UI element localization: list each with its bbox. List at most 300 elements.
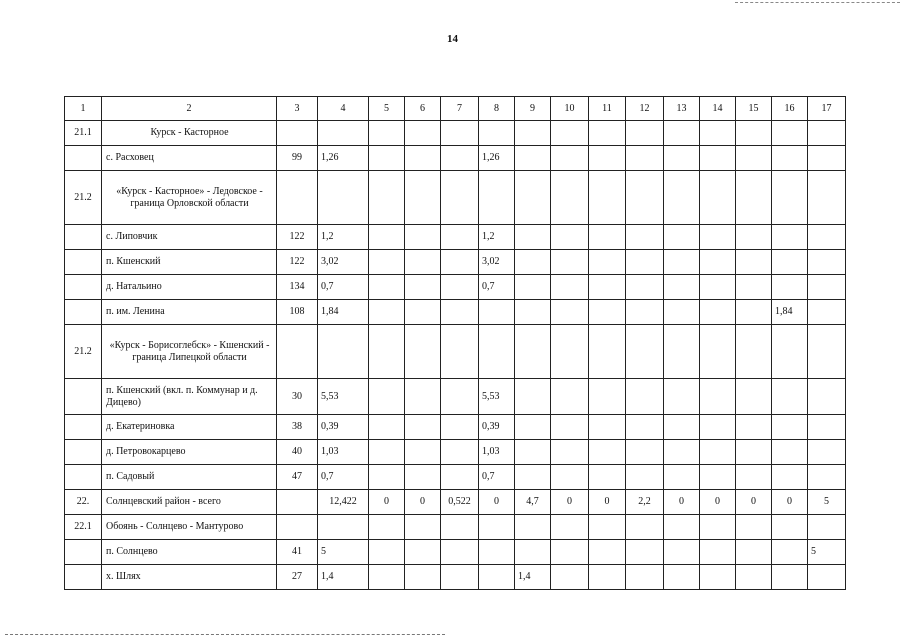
value-cell	[369, 325, 405, 379]
value-cell	[318, 515, 369, 540]
value-cell	[664, 565, 700, 590]
value-cell	[664, 440, 700, 465]
value-cell	[369, 171, 405, 225]
value-cell	[700, 540, 736, 565]
value-cell	[441, 275, 479, 300]
value-cell	[441, 225, 479, 250]
table-row	[65, 415, 846, 440]
value-cell	[441, 171, 479, 225]
value-cell	[405, 325, 441, 379]
value-cell	[772, 565, 808, 590]
row-name-cell: д. Натальино	[102, 275, 277, 300]
value-cell	[664, 540, 700, 565]
value-cell	[700, 465, 736, 490]
value-cell	[589, 275, 626, 300]
value-cell	[589, 379, 626, 415]
value-cell	[664, 300, 700, 325]
column-header-7: 7	[441, 97, 479, 121]
row-index-cell	[65, 379, 102, 415]
value-cell	[772, 275, 808, 300]
value-cell	[479, 325, 515, 379]
value-cell	[700, 415, 736, 440]
value-cell	[369, 540, 405, 565]
value-cell: 1,26	[318, 146, 369, 171]
column-header-11: 11	[589, 97, 626, 121]
value-cell	[277, 171, 318, 225]
value-cell	[405, 540, 441, 565]
table-row	[65, 325, 846, 379]
value-cell	[700, 300, 736, 325]
value-cell: 1,26	[479, 146, 515, 171]
value-cell	[369, 379, 405, 415]
table-row	[65, 515, 846, 540]
value-cell	[736, 146, 772, 171]
row-index-cell: 21.1	[65, 121, 102, 146]
value-cell	[405, 146, 441, 171]
value-cell	[551, 146, 589, 171]
value-cell	[772, 540, 808, 565]
value-cell: 0	[736, 490, 772, 515]
value-cell	[441, 515, 479, 540]
value-cell	[808, 415, 846, 440]
value-cell	[772, 415, 808, 440]
value-cell: 30	[277, 379, 318, 415]
value-cell: 2,2	[626, 490, 664, 515]
value-cell: 40	[277, 440, 318, 465]
value-cell	[808, 250, 846, 275]
row-index-cell	[65, 565, 102, 590]
value-cell	[515, 540, 551, 565]
value-cell	[589, 565, 626, 590]
value-cell	[277, 490, 318, 515]
value-cell	[515, 146, 551, 171]
value-cell	[626, 275, 664, 300]
value-cell	[441, 465, 479, 490]
value-cell	[736, 171, 772, 225]
value-cell	[626, 379, 664, 415]
value-cell: 0	[664, 490, 700, 515]
value-cell	[441, 325, 479, 379]
row-name-cell: п. Кшенский	[102, 250, 277, 275]
value-cell: 0,7	[318, 275, 369, 300]
header-row	[65, 97, 846, 121]
column-header-9: 9	[515, 97, 551, 121]
value-cell: 0,7	[318, 465, 369, 490]
value-cell	[626, 121, 664, 146]
row-name-cell: «Курск - Борисоглебск» - Кшенский - граница Липецкой области	[102, 325, 277, 379]
row-name-cell: Обоянь - Солнцево - Мантурово	[102, 515, 277, 540]
value-cell	[515, 379, 551, 415]
value-cell	[551, 275, 589, 300]
value-cell: 108	[277, 300, 318, 325]
value-cell	[808, 465, 846, 490]
value-cell	[700, 250, 736, 275]
column-header-12: 12	[626, 97, 664, 121]
value-cell: 5	[808, 490, 846, 515]
value-cell	[551, 225, 589, 250]
value-cell	[369, 415, 405, 440]
value-cell	[736, 300, 772, 325]
value-cell	[441, 415, 479, 440]
value-cell	[369, 250, 405, 275]
value-cell	[736, 250, 772, 275]
column-header-10: 10	[551, 97, 589, 121]
data-table	[64, 96, 846, 590]
value-cell	[664, 415, 700, 440]
value-cell	[551, 415, 589, 440]
row-name-cell: п. Кшенский (вкл. п. Коммунар и д. Дицево)	[102, 379, 277, 415]
value-cell	[772, 250, 808, 275]
value-cell	[589, 250, 626, 275]
value-cell	[405, 565, 441, 590]
value-cell	[700, 225, 736, 250]
value-cell	[700, 379, 736, 415]
row-name-cell: п. им. Ленина	[102, 300, 277, 325]
value-cell: 134	[277, 275, 318, 300]
value-cell	[589, 440, 626, 465]
value-cell: 0,7	[479, 275, 515, 300]
value-cell	[551, 379, 589, 415]
value-cell	[772, 225, 808, 250]
row-index-cell	[65, 146, 102, 171]
value-cell	[441, 565, 479, 590]
bottom-edge-line	[5, 634, 445, 635]
value-cell	[589, 515, 626, 540]
value-cell	[515, 515, 551, 540]
value-cell	[405, 171, 441, 225]
value-cell: 1,03	[479, 440, 515, 465]
value-cell	[736, 440, 772, 465]
value-cell	[736, 465, 772, 490]
value-cell	[515, 465, 551, 490]
value-cell: 5	[808, 540, 846, 565]
value-cell	[369, 515, 405, 540]
value-cell	[277, 121, 318, 146]
value-cell	[808, 146, 846, 171]
row-index-cell: 22.	[65, 490, 102, 515]
table-row	[65, 171, 846, 225]
value-cell	[700, 171, 736, 225]
value-cell: 0	[589, 490, 626, 515]
value-cell	[736, 325, 772, 379]
value-cell	[441, 540, 479, 565]
value-cell: 27	[277, 565, 318, 590]
value-cell	[551, 540, 589, 565]
value-cell: 5,53	[479, 379, 515, 415]
value-cell	[808, 325, 846, 379]
value-cell	[515, 325, 551, 379]
value-cell	[664, 515, 700, 540]
column-header-2: 2	[102, 97, 277, 121]
value-cell: 12,422	[318, 490, 369, 515]
row-index-cell	[65, 225, 102, 250]
row-name-cell: х. Шлях	[102, 565, 277, 590]
row-name-cell: д. Петровокарцево	[102, 440, 277, 465]
table-row	[65, 440, 846, 465]
value-cell	[664, 146, 700, 171]
value-cell	[369, 121, 405, 146]
page-number: 14	[447, 33, 458, 45]
value-cell: 38	[277, 415, 318, 440]
value-cell: 0	[700, 490, 736, 515]
value-cell	[700, 565, 736, 590]
value-cell: 0,39	[479, 415, 515, 440]
value-cell	[441, 300, 479, 325]
value-cell	[700, 515, 736, 540]
column-header-8: 8	[479, 97, 515, 121]
value-cell	[369, 465, 405, 490]
value-cell	[441, 250, 479, 275]
column-header-1: 1	[65, 97, 102, 121]
value-cell	[405, 121, 441, 146]
value-cell	[808, 379, 846, 415]
row-name-cell: д. Екатериновка	[102, 415, 277, 440]
value-cell	[369, 225, 405, 250]
value-cell: 3,02	[479, 250, 515, 275]
value-cell	[551, 565, 589, 590]
value-cell	[405, 440, 441, 465]
value-cell	[808, 121, 846, 146]
value-cell	[441, 146, 479, 171]
value-cell: 0	[772, 490, 808, 515]
value-cell	[369, 275, 405, 300]
value-cell: 122	[277, 250, 318, 275]
value-cell	[515, 171, 551, 225]
value-cell	[515, 300, 551, 325]
row-name-cell: п. Солнцево	[102, 540, 277, 565]
value-cell: 99	[277, 146, 318, 171]
value-cell	[808, 275, 846, 300]
row-index-cell	[65, 540, 102, 565]
table-row	[65, 121, 846, 146]
value-cell: 5,53	[318, 379, 369, 415]
value-cell	[318, 325, 369, 379]
column-header-14: 14	[700, 97, 736, 121]
value-cell	[772, 379, 808, 415]
value-cell: 3,02	[318, 250, 369, 275]
row-index-cell	[65, 465, 102, 490]
value-cell	[626, 146, 664, 171]
table-row	[65, 565, 846, 590]
column-header-4: 4	[318, 97, 369, 121]
value-cell	[664, 171, 700, 225]
row-name-cell: с. Расховец	[102, 146, 277, 171]
value-cell	[664, 465, 700, 490]
column-header-3: 3	[277, 97, 318, 121]
value-cell	[589, 121, 626, 146]
column-header-13: 13	[664, 97, 700, 121]
value-cell	[736, 515, 772, 540]
value-cell	[589, 540, 626, 565]
row-name-cell: с. Липовчик	[102, 225, 277, 250]
value-cell	[626, 465, 664, 490]
value-cell	[808, 515, 846, 540]
column-header-15: 15	[736, 97, 772, 121]
value-cell: 1,4	[515, 565, 551, 590]
value-cell: 0	[551, 490, 589, 515]
value-cell	[589, 300, 626, 325]
table-row	[65, 250, 846, 275]
table-row	[65, 540, 846, 565]
table-row	[65, 275, 846, 300]
row-name-cell: «Курск - Касторное» - Ледовское - граница Орловской области	[102, 171, 277, 225]
column-header-6: 6	[405, 97, 441, 121]
value-cell	[664, 121, 700, 146]
value-cell: 0,522	[441, 490, 479, 515]
value-cell	[405, 465, 441, 490]
value-cell	[589, 146, 626, 171]
value-cell	[700, 325, 736, 379]
row-name-cell: п. Садовый	[102, 465, 277, 490]
value-cell: 122	[277, 225, 318, 250]
value-cell	[369, 146, 405, 171]
value-cell	[551, 325, 589, 379]
value-cell	[515, 415, 551, 440]
row-index-cell: 21.2	[65, 325, 102, 379]
value-cell: 1,4	[318, 565, 369, 590]
table-row	[65, 379, 846, 415]
row-name-cell: Солнцевский район - всего	[102, 490, 277, 515]
value-cell	[405, 250, 441, 275]
value-cell	[700, 121, 736, 146]
column-header-5: 5	[369, 97, 405, 121]
value-cell	[369, 440, 405, 465]
value-cell	[405, 300, 441, 325]
value-cell	[772, 171, 808, 225]
value-cell	[736, 225, 772, 250]
value-cell	[589, 415, 626, 440]
value-cell	[405, 275, 441, 300]
value-cell	[626, 415, 664, 440]
value-cell	[626, 440, 664, 465]
value-cell	[479, 300, 515, 325]
row-index-cell: 22.1	[65, 515, 102, 540]
value-cell: 0,39	[318, 415, 369, 440]
value-cell	[369, 565, 405, 590]
row-index-cell	[65, 440, 102, 465]
value-cell	[700, 440, 736, 465]
value-cell	[589, 225, 626, 250]
value-cell: 4,7	[515, 490, 551, 515]
value-cell	[664, 225, 700, 250]
value-cell	[664, 275, 700, 300]
value-cell	[664, 250, 700, 275]
value-cell	[808, 565, 846, 590]
value-cell	[772, 440, 808, 465]
value-cell	[515, 440, 551, 465]
value-cell	[772, 146, 808, 171]
value-cell	[479, 565, 515, 590]
row-index-cell	[65, 300, 102, 325]
value-cell	[626, 325, 664, 379]
value-cell	[589, 325, 626, 379]
value-cell	[551, 121, 589, 146]
row-index-cell	[65, 275, 102, 300]
value-cell	[772, 121, 808, 146]
value-cell	[664, 325, 700, 379]
value-cell: 0,7	[479, 465, 515, 490]
value-cell	[479, 540, 515, 565]
value-cell	[479, 515, 515, 540]
value-cell	[808, 440, 846, 465]
value-cell	[515, 121, 551, 146]
value-cell	[277, 515, 318, 540]
value-cell	[736, 121, 772, 146]
value-cell	[551, 515, 589, 540]
value-cell	[405, 225, 441, 250]
value-cell	[626, 540, 664, 565]
value-cell	[551, 300, 589, 325]
column-header-16: 16	[772, 97, 808, 121]
value-cell	[626, 300, 664, 325]
value-cell	[772, 465, 808, 490]
value-cell	[772, 325, 808, 379]
value-cell: 5	[318, 540, 369, 565]
value-cell	[736, 565, 772, 590]
value-cell	[808, 171, 846, 225]
value-cell	[808, 300, 846, 325]
value-cell	[405, 415, 441, 440]
value-cell: 1,84	[772, 300, 808, 325]
value-cell	[277, 325, 318, 379]
value-cell: 1,03	[318, 440, 369, 465]
value-cell	[479, 121, 515, 146]
value-cell: 1,2	[479, 225, 515, 250]
value-cell	[736, 540, 772, 565]
value-cell	[626, 171, 664, 225]
value-cell	[736, 415, 772, 440]
value-cell: 0	[479, 490, 515, 515]
row-name-cell: Курск - Касторное	[102, 121, 277, 146]
value-cell	[736, 379, 772, 415]
value-cell: 1,2	[318, 225, 369, 250]
value-cell	[515, 275, 551, 300]
value-cell	[551, 440, 589, 465]
value-cell	[626, 565, 664, 590]
value-cell	[369, 300, 405, 325]
table-row	[65, 465, 846, 490]
value-cell	[405, 515, 441, 540]
value-cell	[441, 121, 479, 146]
top-edge-line	[735, 2, 900, 3]
value-cell: 47	[277, 465, 318, 490]
value-cell: 41	[277, 540, 318, 565]
value-cell	[626, 515, 664, 540]
value-cell	[515, 250, 551, 275]
table-row	[65, 225, 846, 250]
column-header-17: 17	[808, 97, 846, 121]
value-cell	[664, 379, 700, 415]
value-cell	[808, 225, 846, 250]
value-cell: 1,84	[318, 300, 369, 325]
value-cell	[772, 515, 808, 540]
value-cell	[700, 275, 736, 300]
value-cell	[318, 171, 369, 225]
value-cell	[736, 275, 772, 300]
value-cell	[551, 465, 589, 490]
value-cell	[551, 250, 589, 275]
value-cell	[441, 440, 479, 465]
row-index-cell	[65, 415, 102, 440]
value-cell	[479, 171, 515, 225]
value-cell	[318, 121, 369, 146]
value-cell	[515, 225, 551, 250]
value-cell: 0	[405, 490, 441, 515]
value-cell	[589, 171, 626, 225]
value-cell	[700, 146, 736, 171]
table-row	[65, 300, 846, 325]
value-cell	[626, 225, 664, 250]
